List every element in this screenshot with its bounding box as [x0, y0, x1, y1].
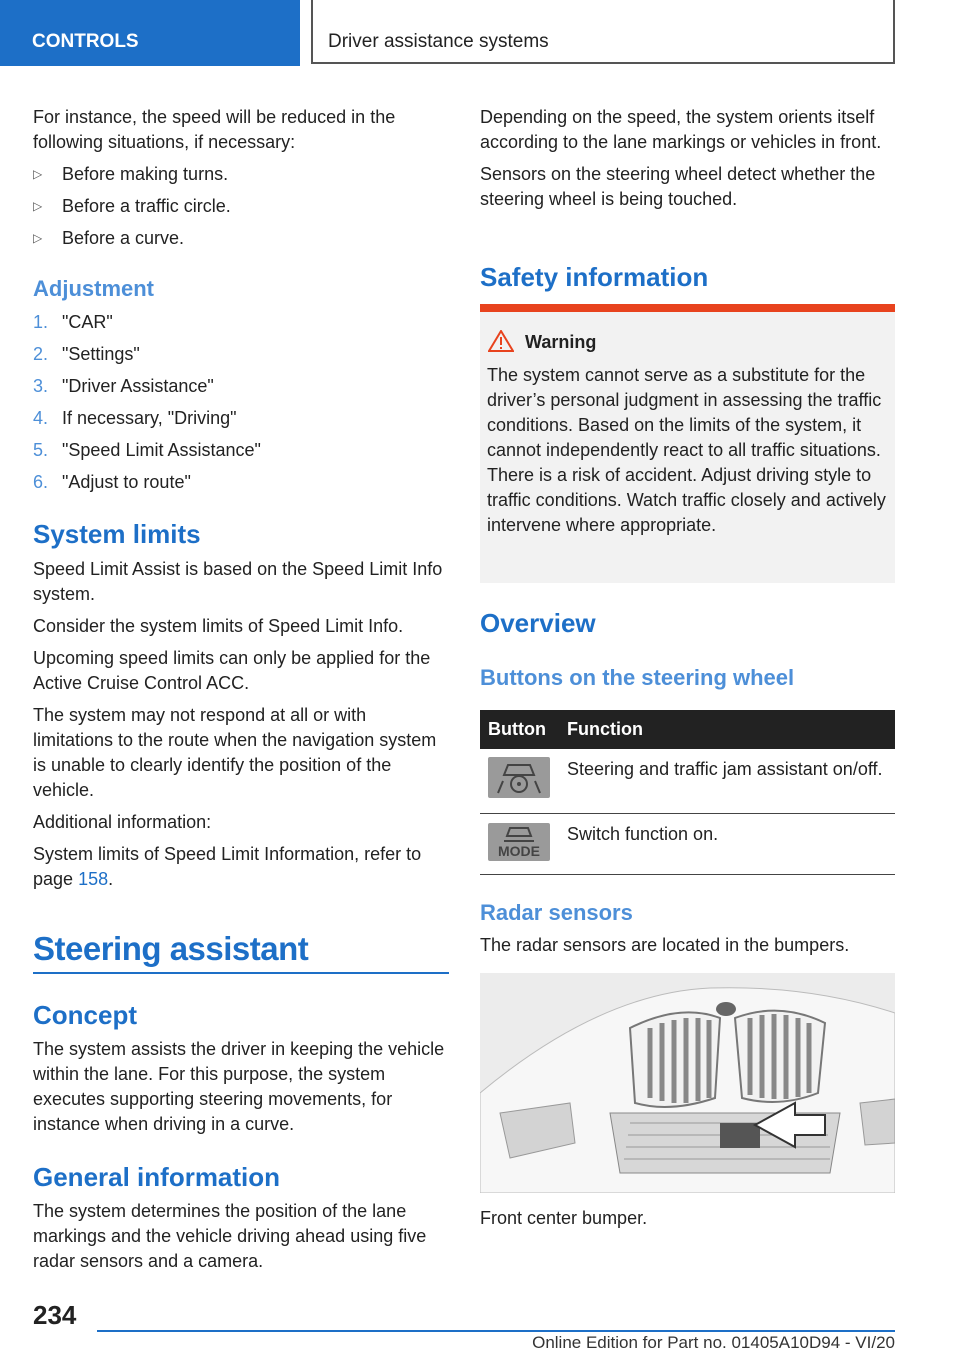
- radar-heading: Radar sensors: [480, 900, 633, 925]
- page-link[interactable]: 158: [78, 869, 109, 889]
- steering-assist-icon: [488, 757, 550, 798]
- warning-title: Warning: [525, 332, 597, 352]
- buttons-heading: Buttons on the steering wheel: [480, 665, 795, 690]
- function-text: Switch function on.: [567, 824, 719, 844]
- general-info-heading: General information: [33, 1162, 281, 1192]
- warning-text: The system cannot serve as a substitute for the driver’s personal judgment in assessing the traffic conditions. Based on the limits of the system, it cannot independently react to all traffic situations. There is a risk of accident. Adjust driving style to traffic conditions. Watch traffic closely and actively intervene where appropriate.: [487, 365, 886, 535]
- chapter-title: Driver assistance systems: [328, 31, 549, 52]
- function-text: Steering and traffic jam assistant on/off.: [567, 759, 883, 779]
- system-limits-heading: System limits: [33, 519, 201, 549]
- footer-line: [97, 1330, 895, 1332]
- adjustment-heading: Adjustment: [33, 276, 154, 301]
- page-number: 234: [33, 1300, 77, 1330]
- general-info-text: The system determines the position of the lane markings and the vehicle driving ahead using five radar sensors and a camera.: [33, 1201, 427, 1271]
- edition-text: Online Edition for Part no. 01405A10D94 - VI/20: [532, 1333, 895, 1352]
- system-limits-body: [33, 557, 449, 899]
- list-item: ▷ Before a curve.: [33, 226, 449, 251]
- paragraph: Speed Limit Assist is based on the Speed Limit Info system.: [33, 559, 443, 604]
- paragraph: Upcoming speed limits can only be applied for the Active Cruise Control ACC.: [33, 648, 431, 693]
- chapter-header: [311, 0, 895, 64]
- radar-text: The radar sensors are located in the bumpers.: [480, 935, 850, 955]
- column-header: Button: [488, 719, 546, 739]
- table-row: [480, 749, 895, 814]
- bullet-icon: ▷: [33, 167, 43, 181]
- section-tab: [0, 0, 300, 66]
- safety-heading: Safety information: [480, 262, 709, 292]
- list-item: 1. "CAR": [33, 312, 113, 332]
- warning-icon: [488, 330, 514, 357]
- list-item: ▷ Before a traffic circle.: [33, 194, 449, 219]
- paragraph: Additional information:: [33, 812, 212, 832]
- bullet-icon: ▷: [33, 231, 43, 245]
- column-header: Function: [567, 719, 643, 739]
- left-column: [33, 105, 449, 258]
- warning-bar: [480, 304, 895, 312]
- adjustment-steps: [33, 310, 449, 502]
- mode-label: MODE: [498, 843, 540, 859]
- steering-assistant-title: Steering assistant: [33, 930, 309, 967]
- paragraph: Consider the system limits of Speed Limit Info.: [33, 616, 404, 636]
- list-item: 5. "Speed Limit Assistance": [33, 440, 261, 460]
- list-item: ▷ Before making turns.: [33, 162, 449, 187]
- paragraph: Depending on the speed, the system orients itself according to the lane markings or vehicles in front.: [480, 107, 882, 152]
- table-header: [480, 710, 895, 749]
- title-underline: [33, 972, 449, 974]
- warning-box: [480, 304, 895, 583]
- list-item: 2. "Settings": [33, 344, 140, 364]
- list-item: 6. "Adjust to route": [33, 472, 191, 492]
- mode-icon: [488, 823, 550, 861]
- list-item: 4. If necessary, "Driving": [33, 408, 237, 428]
- paragraph: The system may not respond at all or with limitations to the route when the navigation system is unable to clearly identify the position of the vehicle.: [33, 705, 437, 800]
- paragraph: Sensors on the steering wheel detect whether the steering wheel is being touched.: [480, 164, 876, 209]
- figure-caption: Front center bumper.: [480, 1208, 648, 1228]
- section-title: CONTROLS: [32, 31, 139, 52]
- overview-heading: Overview: [480, 608, 596, 638]
- paragraph: System limits of Speed Limit Information, refer to page 158.: [33, 844, 422, 889]
- intro-text: For instance, the speed will be reduced in the following situations, if necessary:: [33, 107, 396, 152]
- buttons-table: [480, 710, 895, 875]
- concept-heading: Concept: [33, 1000, 137, 1030]
- right-intro: [480, 105, 895, 219]
- list-item: 3. "Driver Assistance": [33, 376, 214, 396]
- bullet-icon: ▷: [33, 199, 43, 213]
- concept-text: The system assists the driver in keeping the vehicle within the lane. For this purpose, the system executes supporting steering movements, for instance when driving in a curve.: [33, 1039, 445, 1134]
- bumper-illustration: [480, 973, 895, 1193]
- situation-list: [33, 162, 449, 251]
- table-row: [480, 814, 895, 875]
